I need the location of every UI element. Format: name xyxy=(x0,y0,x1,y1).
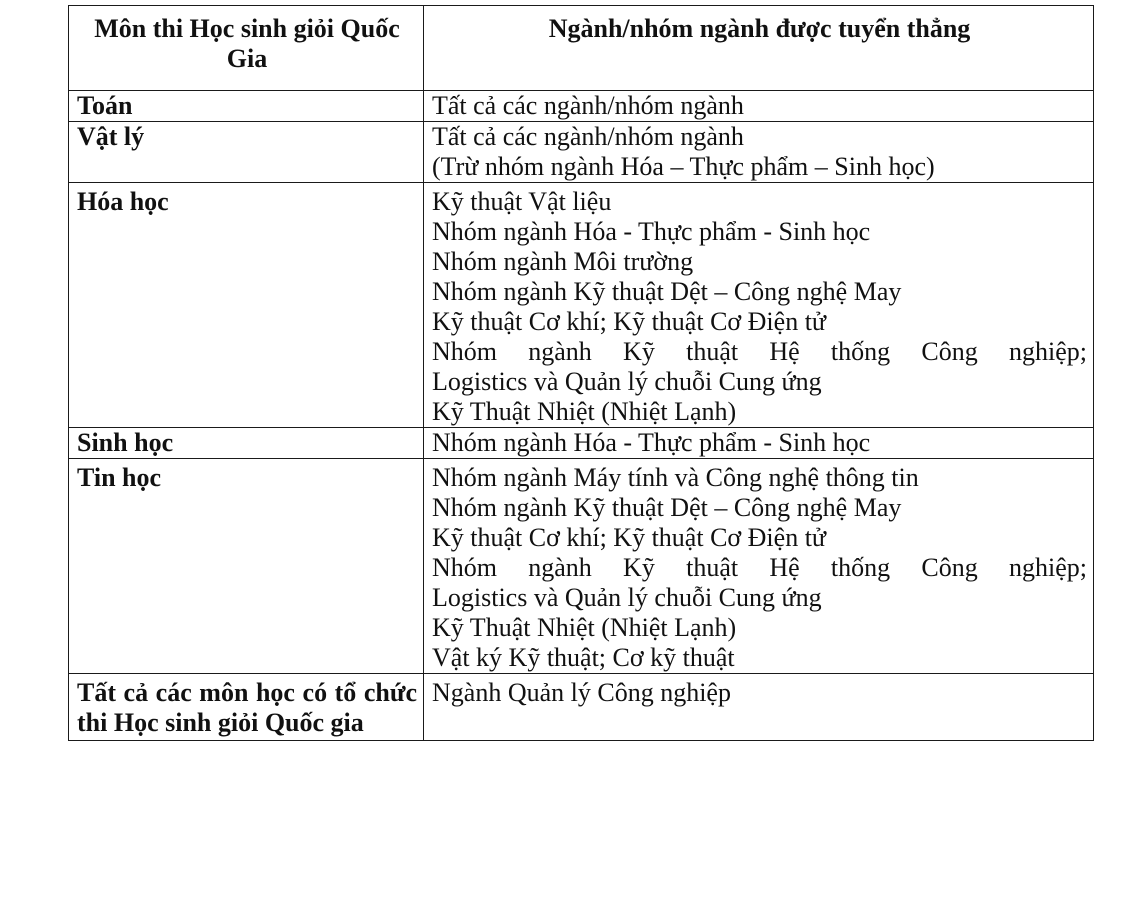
major-line: Nhóm ngành Kỹ thuật Dệt – Công nghệ May xyxy=(432,493,902,522)
header-subject: Môn thi Học sinh giỏi Quốc Gia xyxy=(69,6,424,91)
major-line: Kỹ thuật Cơ khí; Kỹ thuật Cơ Điện tử xyxy=(432,307,827,336)
majors-cell xyxy=(424,459,1094,674)
table-row xyxy=(69,459,1094,674)
admission-table xyxy=(68,5,1094,741)
major-line: Nhóm ngành Máy tính và Công nghệ thông tin xyxy=(432,463,919,492)
major-line: Nhóm ngành Hóa - Thực phẩm - Sinh học xyxy=(432,428,871,457)
header-majors: Ngành/nhóm ngành được tuyển thẳng xyxy=(424,6,1094,91)
major-line: Kỹ thuật Cơ khí; Kỹ thuật Cơ Điện tử xyxy=(432,523,827,552)
major-line: Logistics và Quản lý chuỗi Cung ứng xyxy=(432,367,822,396)
major-line: Nhóm ngành Môi trường xyxy=(432,247,694,276)
major-line: Vật ký Kỹ thuật; Cơ kỹ thuật xyxy=(432,643,735,672)
majors-cell xyxy=(424,674,1094,741)
subject-cell: Hóa học xyxy=(69,183,424,428)
majors-cell xyxy=(424,122,1094,183)
subject-cell: Toán xyxy=(69,91,424,122)
table-header-row xyxy=(69,6,1094,91)
majors-cell xyxy=(424,91,1094,122)
table-row xyxy=(69,674,1094,741)
majors-cell xyxy=(424,183,1094,428)
major-line: Nhóm ngành Hóa - Thực phẩm - Sinh học xyxy=(432,217,871,246)
table-row xyxy=(69,91,1094,122)
major-line: Logistics và Quản lý chuỗi Cung ứng xyxy=(432,583,822,612)
major-line: Kỹ Thuật Nhiệt (Nhiệt Lạnh) xyxy=(432,613,737,642)
major-line: Tất cả các ngành/nhóm ngành xyxy=(432,91,744,120)
major-line: Nhóm ngành Kỹ thuật Dệt – Công nghệ May xyxy=(432,277,902,306)
major-line: (Trừ nhóm ngành Hóa – Thực phẩm – Sinh học) xyxy=(432,152,935,181)
subject-cell: Tin học xyxy=(69,459,424,674)
table-row xyxy=(69,428,1094,459)
subject-cell: Vật lý xyxy=(69,122,424,183)
subject-cell: Sinh học xyxy=(69,428,424,459)
major-line: Nhóm ngành Kỹ thuật Hệ thống Công nghiệp; xyxy=(432,337,1087,366)
major-line: Ngành Quản lý Công nghiệp xyxy=(432,678,731,707)
major-line: Tất cả các ngành/nhóm ngành xyxy=(432,122,744,151)
table-row xyxy=(69,122,1094,183)
majors-cell xyxy=(424,428,1094,459)
subject-cell: Tất cả các môn học có tổ chức thi Học sinh giỏi Quốc gia xyxy=(69,674,424,741)
major-line: Nhóm ngành Kỹ thuật Hệ thống Công nghiệp; xyxy=(432,553,1087,582)
major-line: Kỹ Thuật Nhiệt (Nhiệt Lạnh) xyxy=(432,397,737,426)
table-row xyxy=(69,183,1094,428)
major-line: Kỹ thuật Vật liệu xyxy=(432,187,612,216)
